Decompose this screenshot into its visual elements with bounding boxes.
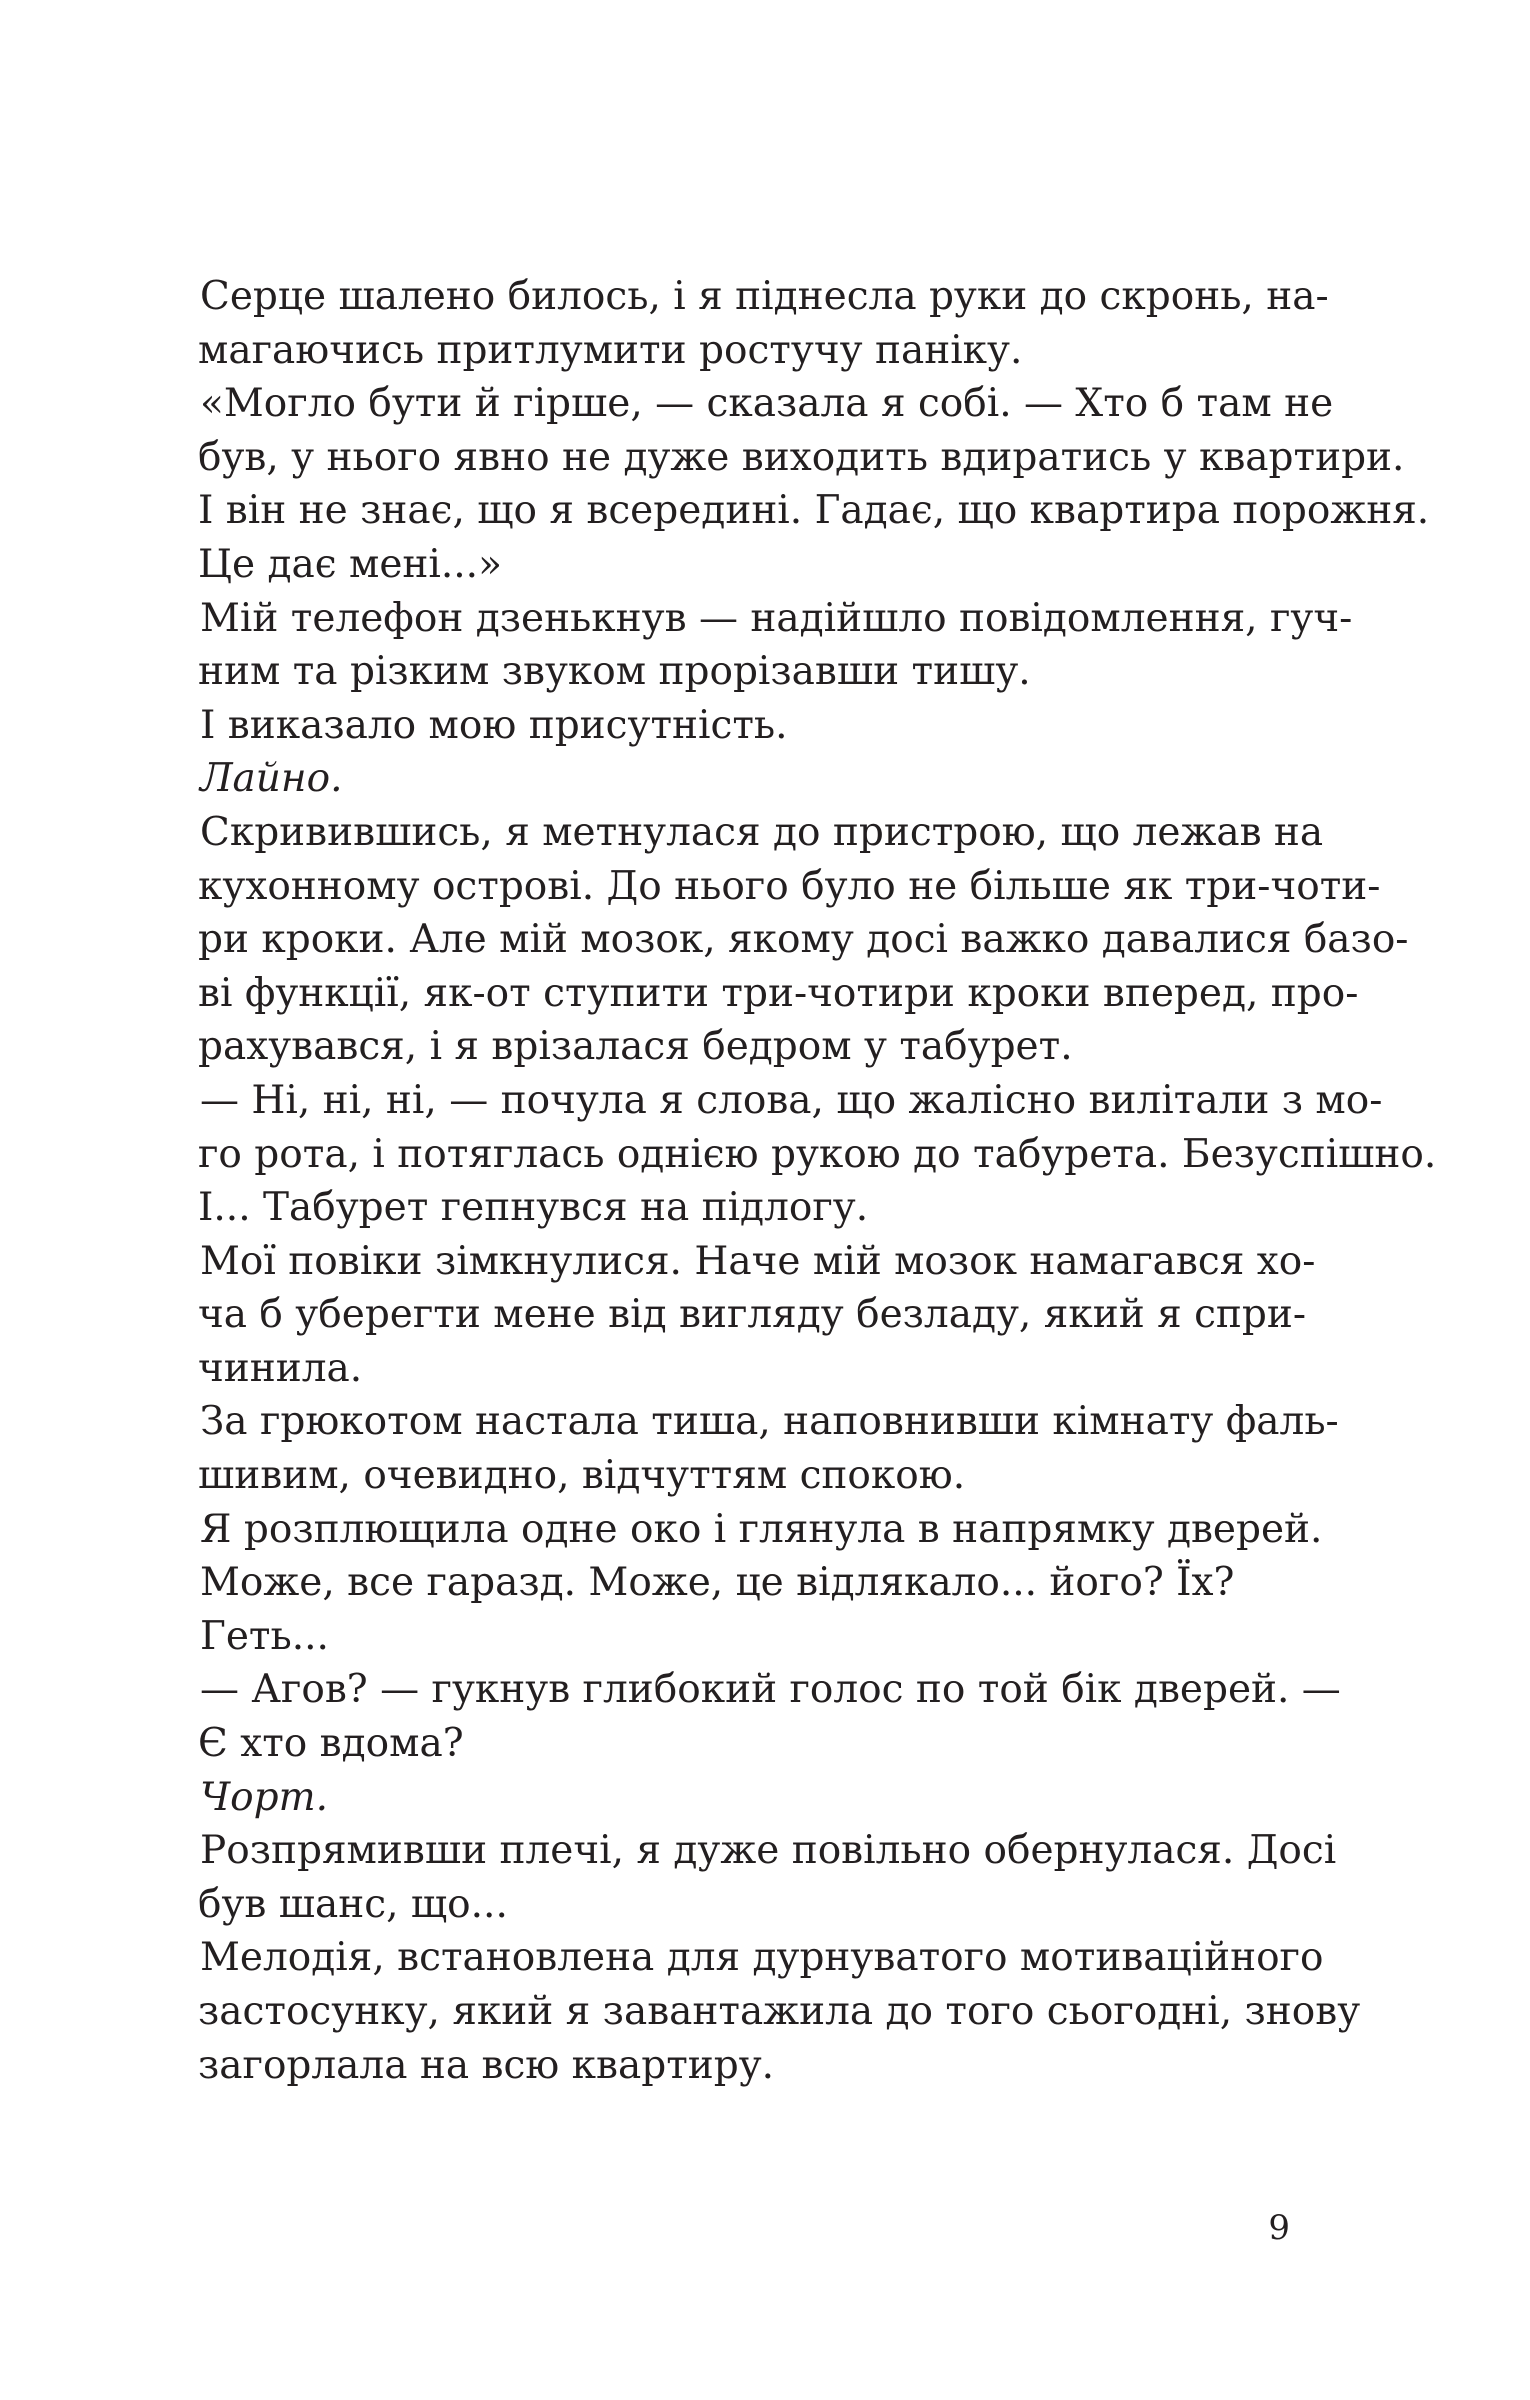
paragraph xyxy=(196,1556,1288,1610)
text-line: Може, все гаразд. Може, це відлякало... його? Їх? xyxy=(200,1560,1235,1606)
text-line: Є хто вдома? xyxy=(198,1721,464,1767)
text-line: Мої повіки зімкнулися. Наче мій мозок намагався хо- xyxy=(200,1238,1316,1284)
paragraph xyxy=(196,1824,1337,1931)
body-text xyxy=(196,270,1437,2092)
text-line: За грюкотом настала тиша, наповнивши кімнату фаль- xyxy=(200,1399,1339,1445)
text-line: Я розплющила одне око і глянула в напрямку дверей. xyxy=(200,1506,1323,1552)
text-line: Геть... xyxy=(200,1613,329,1659)
paragraph xyxy=(196,1610,1288,1664)
text-line: був шанс, що... xyxy=(198,1881,508,1927)
text-line: застосунку, який я завантажила до того сьогодні, знову xyxy=(198,1989,1361,2034)
paragraph xyxy=(196,1663,1341,1770)
paragraph xyxy=(196,270,1329,377)
page-number: 9 xyxy=(1268,2208,1290,2248)
paragraph-italic xyxy=(196,752,1288,806)
paragraph xyxy=(196,1395,1339,1502)
text-line: загорлала на всю квартиру. xyxy=(198,2042,775,2088)
paragraph xyxy=(196,699,1288,753)
text-line: ча б уберегти мене від вигляду безладу, який я спри- xyxy=(198,1292,1307,1338)
text-line: магаючись притлумити ростучу паніку. xyxy=(198,327,1023,373)
text-line: ним та різким звуком прорізавши тишу. xyxy=(198,649,1031,695)
text-line: був, у нього явно не дуже виходить вдиратись у квартири. xyxy=(198,434,1405,480)
text-line: Мій телефон дзенькнув — надійшло повідомлення, гуч- xyxy=(200,595,1353,641)
text-line: рахувався, і я врізалася бедром у табурет. xyxy=(198,1024,1073,1070)
text-line: «Могло бути й гірше, — сказала я собі. — Хто б там не xyxy=(200,381,1334,427)
paragraph xyxy=(196,1235,1316,1396)
paragraph xyxy=(196,806,1409,1074)
text-line: го рота, і потяглась однією рукою до табурета. Безуспішно. xyxy=(198,1131,1437,1177)
text-line: І він не знає, що я всередині. Гадає, що квартира порожня. xyxy=(198,488,1430,534)
paragraph-italic xyxy=(196,1771,1288,1825)
text-line: — Агов? — гукнув глибокий голос по той бік дверей. — xyxy=(200,1667,1341,1713)
text-line: І... Табурет гепнувся на підлогу. xyxy=(198,1185,869,1231)
text-line: Лайно. xyxy=(200,756,343,802)
text-line: ри кроки. Але мій мозок, якому досі важко давалися базо- xyxy=(198,917,1409,963)
paragraph xyxy=(196,377,1430,591)
text-line: кухонному острові. До нього було не більше як три-чоти- xyxy=(198,863,1381,909)
text-line: чинила. xyxy=(198,1345,363,1391)
paragraph xyxy=(196,1074,1437,1235)
paragraph xyxy=(196,1503,1323,1557)
text-line: Це дає мені...» xyxy=(198,541,502,587)
text-line: Серце шалено билось, і я піднесла руки до скронь, на- xyxy=(200,274,1329,319)
paragraph xyxy=(196,1931,1361,2092)
text-line: — Ні, ні, ні, — почула я слова, що жалісно вилітали з мо- xyxy=(200,1077,1383,1123)
text-line: ві функції, як-от ступити три-чотири кроки вперед, про- xyxy=(198,970,1359,1016)
text-line: шивим, очевидно, відчуттям спокою. xyxy=(198,1453,966,1499)
text-line: І виказало мою присутність. xyxy=(200,702,788,748)
text-line: Скривившись, я метнулася до пристрою, що лежав на xyxy=(200,809,1324,855)
text-line: Розпрямивши плечі, я дуже повільно обернулася. Досі xyxy=(200,1828,1337,1874)
text-line: Мелодія, встановлена для дурнуватого мотиваційного xyxy=(200,1935,1324,1981)
text-line: Чорт. xyxy=(200,1774,328,1820)
paragraph xyxy=(196,592,1353,699)
